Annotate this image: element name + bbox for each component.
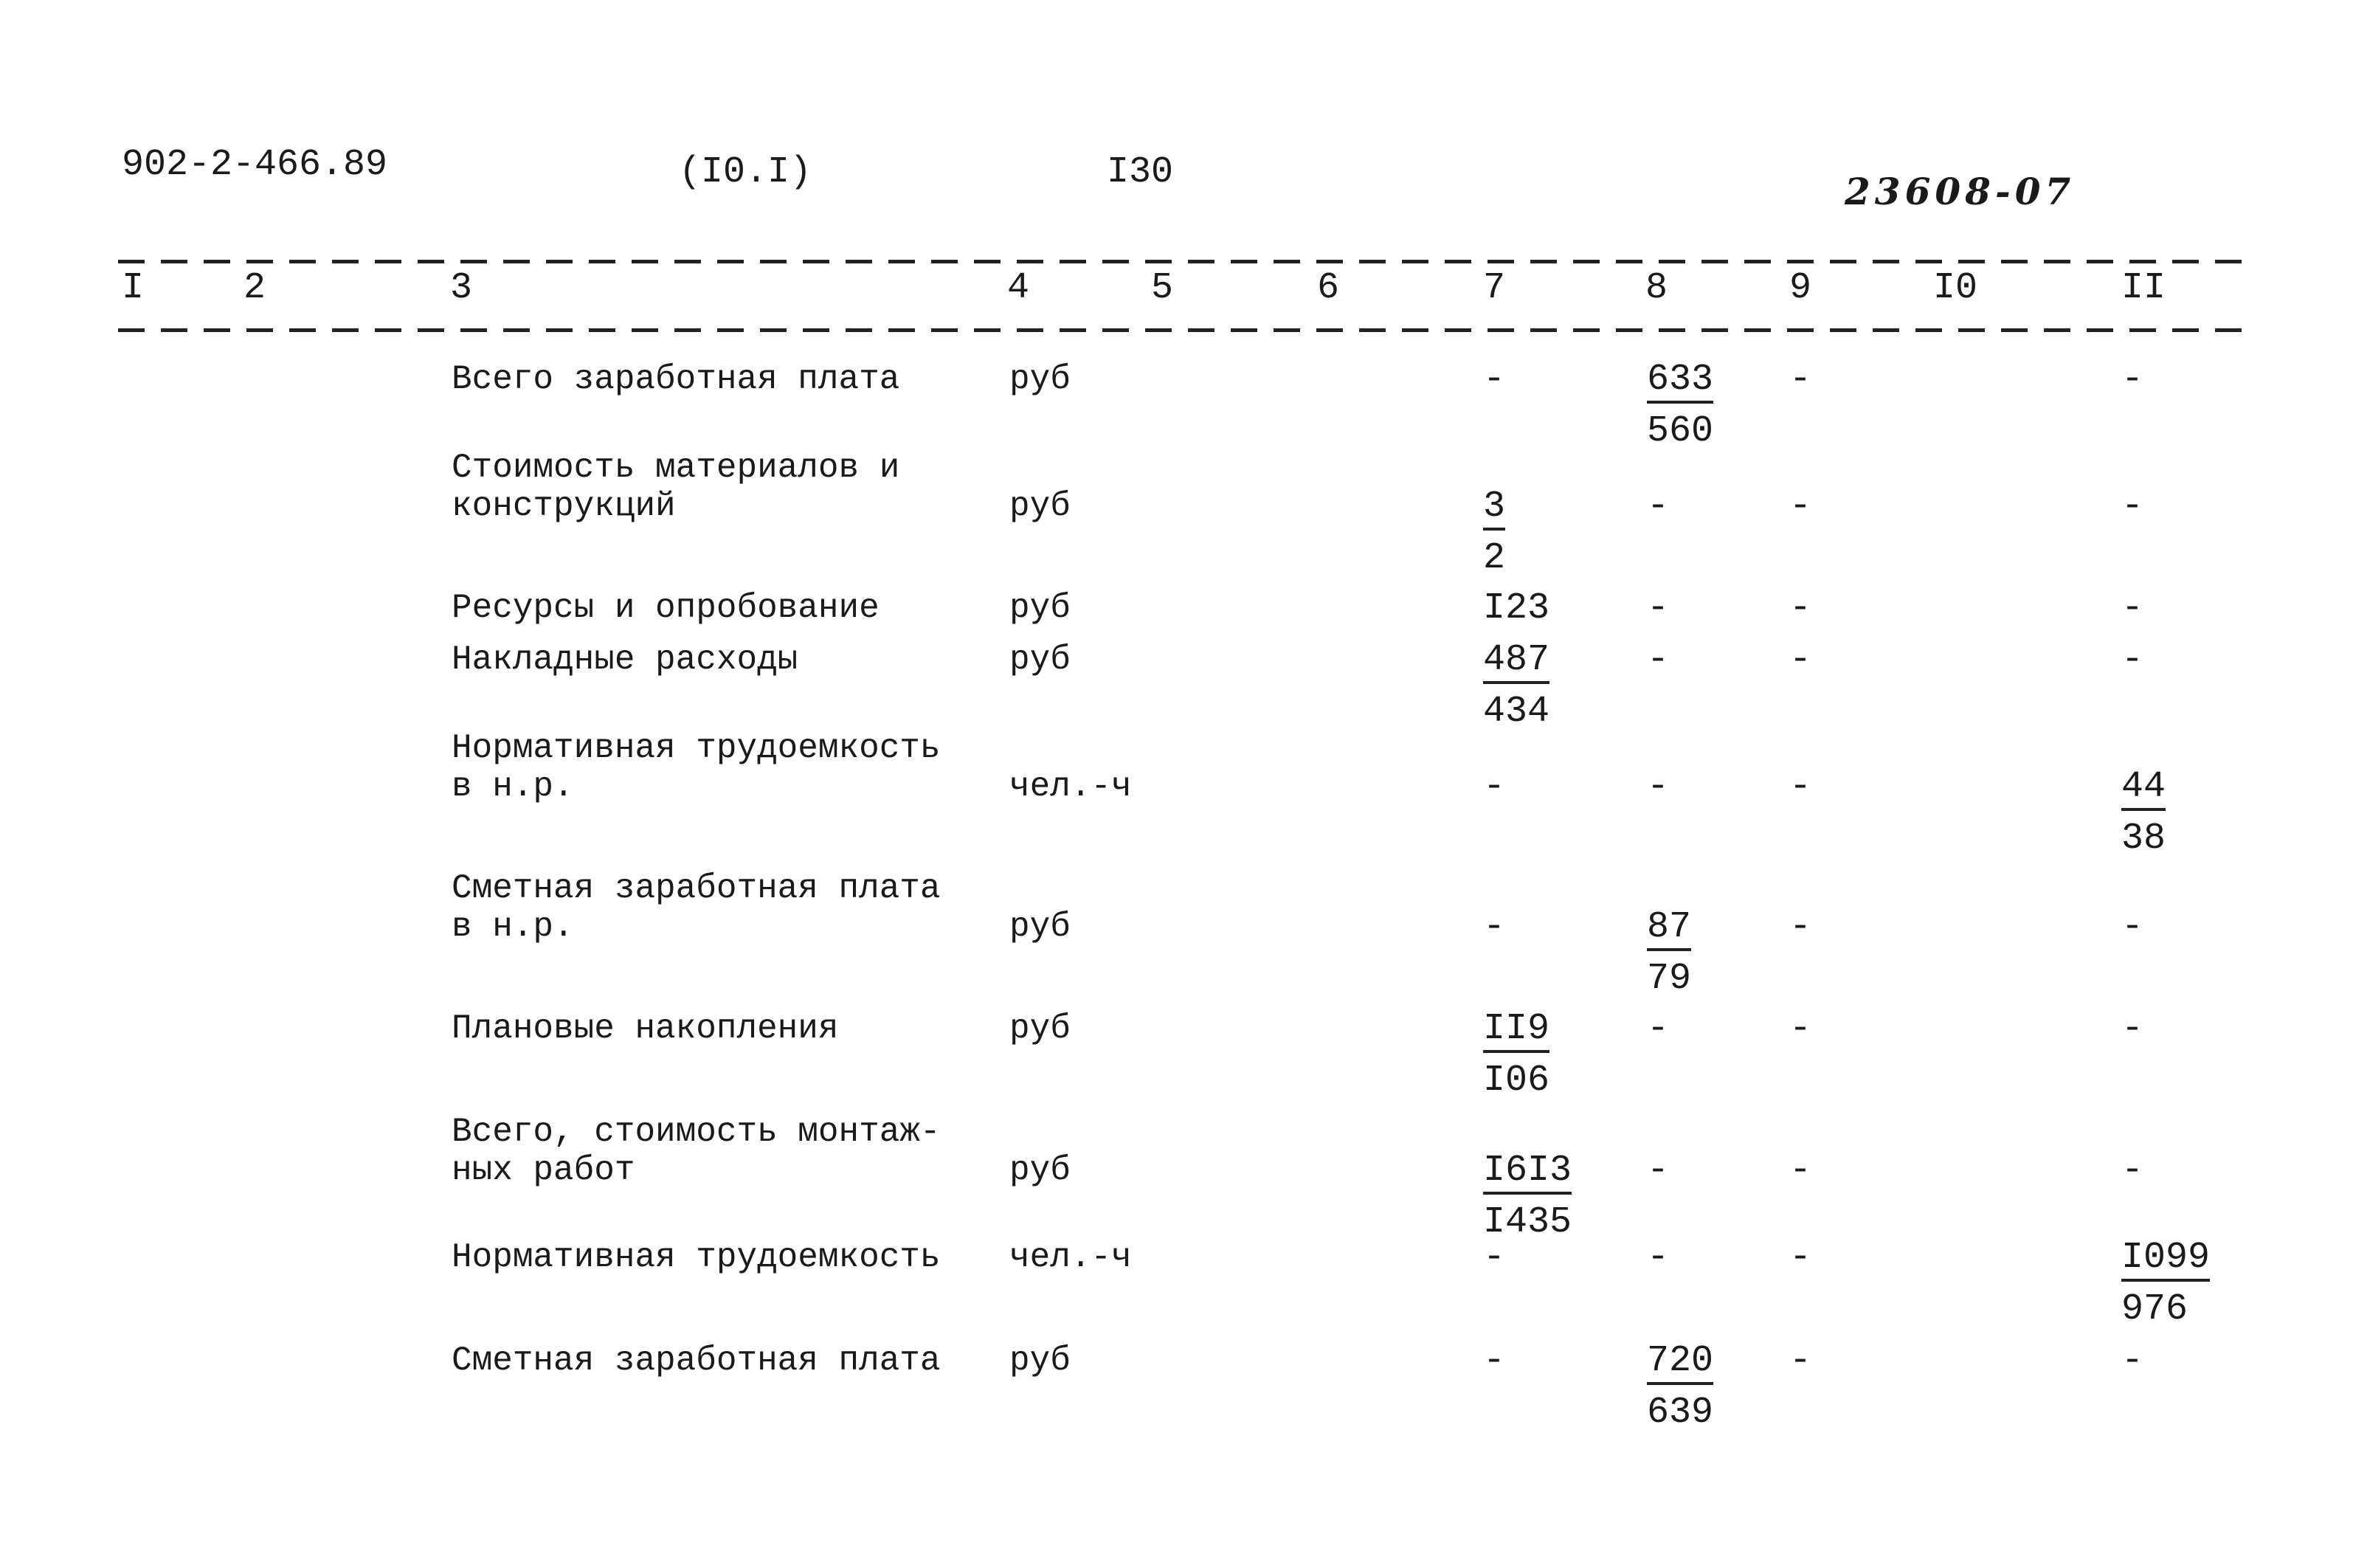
empty-dash: -: [2121, 587, 2144, 629]
page-number: I30: [1107, 151, 1174, 193]
fraction-denominator: 79: [1647, 958, 1692, 1000]
row-label-line: конструкций: [452, 487, 676, 525]
row-label: [452, 640, 798, 679]
row-label-line: ных работ: [452, 1151, 635, 1189]
row-label: [452, 449, 899, 525]
row-label-line: Накладные расходы: [452, 640, 798, 679]
fraction-numerator: 87: [1647, 907, 1691, 951]
fraction-value: [1647, 902, 1691, 1005]
fraction-numerator: II9: [1483, 1009, 1549, 1053]
empty-dash: -: [1789, 1150, 1812, 1192]
row-label-line: Плановые накопления: [452, 1009, 839, 1048]
row-unit: руб: [1009, 487, 1071, 525]
column-number: 6: [1317, 267, 1340, 309]
row-label: [452, 1113, 941, 1189]
row-label-line: в н.р.: [452, 767, 574, 806]
column-number: 9: [1789, 267, 1812, 309]
row-label: [452, 1238, 941, 1277]
fraction-value: [1483, 481, 1505, 584]
row-label-line: Нормативная трудоемкость: [452, 729, 941, 767]
empty-dash: -: [1483, 766, 1506, 808]
row-unit: руб: [1009, 908, 1071, 946]
row-label-line: Ресурсы и опробование: [452, 589, 880, 627]
fraction-denominator: 560: [1647, 410, 1714, 452]
row-unit: чел.-ч: [1009, 1238, 1132, 1277]
fraction-value: [2121, 1232, 2210, 1336]
fraction-denominator: 639: [1647, 1392, 1714, 1434]
row-label: [452, 869, 941, 946]
fraction-denominator: 2: [1483, 537, 1506, 579]
empty-dash: -: [2121, 1150, 2144, 1192]
fraction-numerator: I6I3: [1483, 1150, 1572, 1195]
empty-dash: -: [1483, 1237, 1506, 1279]
empty-dash: -: [2121, 486, 2144, 528]
row-label-line: Сметная заработная плата: [452, 869, 941, 908]
empty-dash: -: [2121, 1340, 2144, 1382]
empty-dash: -: [2121, 639, 2144, 681]
fraction-value: [1483, 1004, 1549, 1107]
column-number: I: [122, 267, 145, 309]
empty-dash: -: [2121, 906, 2144, 948]
empty-dash: -: [1647, 486, 1670, 528]
empty-dash: -: [1789, 1008, 1812, 1050]
column-number: 3: [450, 267, 473, 309]
fraction-numerator: 720: [1647, 1341, 1713, 1385]
row-label: [452, 360, 899, 398]
empty-dash: -: [1789, 486, 1812, 528]
column-number: 4: [1007, 267, 1030, 309]
row-label-line: Нормативная трудоемкость: [452, 1238, 941, 1277]
cell-value: I23: [1483, 587, 1550, 629]
empty-dash: -: [1647, 1008, 1670, 1050]
column-number: 5: [1151, 267, 1174, 309]
empty-dash: -: [1789, 1237, 1812, 1279]
empty-dash: -: [1647, 766, 1670, 808]
empty-dash: -: [1483, 359, 1506, 401]
row-label-line: Всего, стоимость монтаж-: [452, 1113, 941, 1151]
column-number: II: [2121, 267, 2166, 309]
fraction-numerator: I099: [2121, 1237, 2210, 1282]
row-unit: чел.-ч: [1009, 767, 1132, 806]
empty-dash: -: [2121, 359, 2144, 401]
fraction-denominator: I06: [1483, 1060, 1550, 1102]
empty-dash: -: [1789, 1340, 1812, 1382]
fraction-denominator: 434: [1483, 691, 1550, 733]
document-code: 902-2-466.89: [122, 144, 388, 186]
row-unit: руб: [1009, 640, 1071, 679]
row-label: [452, 729, 941, 806]
fraction-denominator: 38: [2121, 818, 2166, 860]
row-label-line: Сметная заработная плата: [452, 1341, 941, 1380]
dashed-rule-bottom: [118, 328, 2243, 332]
column-number: 8: [1645, 267, 1668, 309]
column-number: I0: [1933, 267, 1978, 309]
fraction-numerator: 487: [1483, 640, 1549, 684]
row-unit: руб: [1009, 1009, 1071, 1048]
row-label: [452, 589, 880, 627]
row-label-line: Стоимость материалов и: [452, 449, 900, 487]
fraction-value: [2121, 761, 2166, 865]
row-unit: руб: [1009, 1341, 1071, 1380]
empty-dash: -: [1789, 906, 1812, 948]
row-unit: руб: [1009, 589, 1071, 627]
section-number: (I0.I): [679, 151, 812, 193]
row-label-line: в н.р.: [452, 908, 574, 946]
fraction-numerator: 3: [1483, 486, 1505, 531]
fraction-numerator: 44: [2121, 767, 2166, 811]
row-unit: руб: [1009, 1151, 1071, 1189]
dashed-rule-top: [118, 260, 2243, 263]
fraction-value: [1647, 1336, 1713, 1439]
column-number: 7: [1483, 267, 1506, 309]
row-label-line: Всего заработная плата: [452, 360, 900, 398]
fraction-denominator: 976: [2121, 1288, 2188, 1330]
fraction-value: [1647, 354, 1713, 457]
empty-dash: -: [1647, 1150, 1670, 1192]
empty-dash: -: [1647, 1237, 1670, 1279]
empty-dash: -: [1789, 587, 1812, 629]
empty-dash: -: [1789, 766, 1812, 808]
empty-dash: -: [1647, 639, 1670, 681]
row-unit: руб: [1009, 360, 1071, 398]
column-number: 2: [243, 267, 266, 309]
fraction-denominator: I435: [1483, 1201, 1572, 1243]
empty-dash: -: [1789, 359, 1812, 401]
empty-dash: -: [1483, 906, 1506, 948]
row-label: [452, 1341, 941, 1380]
handwritten-stamp: 23608-07: [1845, 170, 2076, 213]
empty-dash: -: [2121, 1008, 2144, 1050]
fraction-numerator: 633: [1647, 359, 1713, 404]
empty-dash: -: [1483, 1340, 1506, 1382]
row-label: [452, 1009, 839, 1048]
empty-dash: -: [1647, 587, 1670, 629]
fraction-value: [1483, 635, 1549, 738]
empty-dash: -: [1789, 639, 1812, 681]
